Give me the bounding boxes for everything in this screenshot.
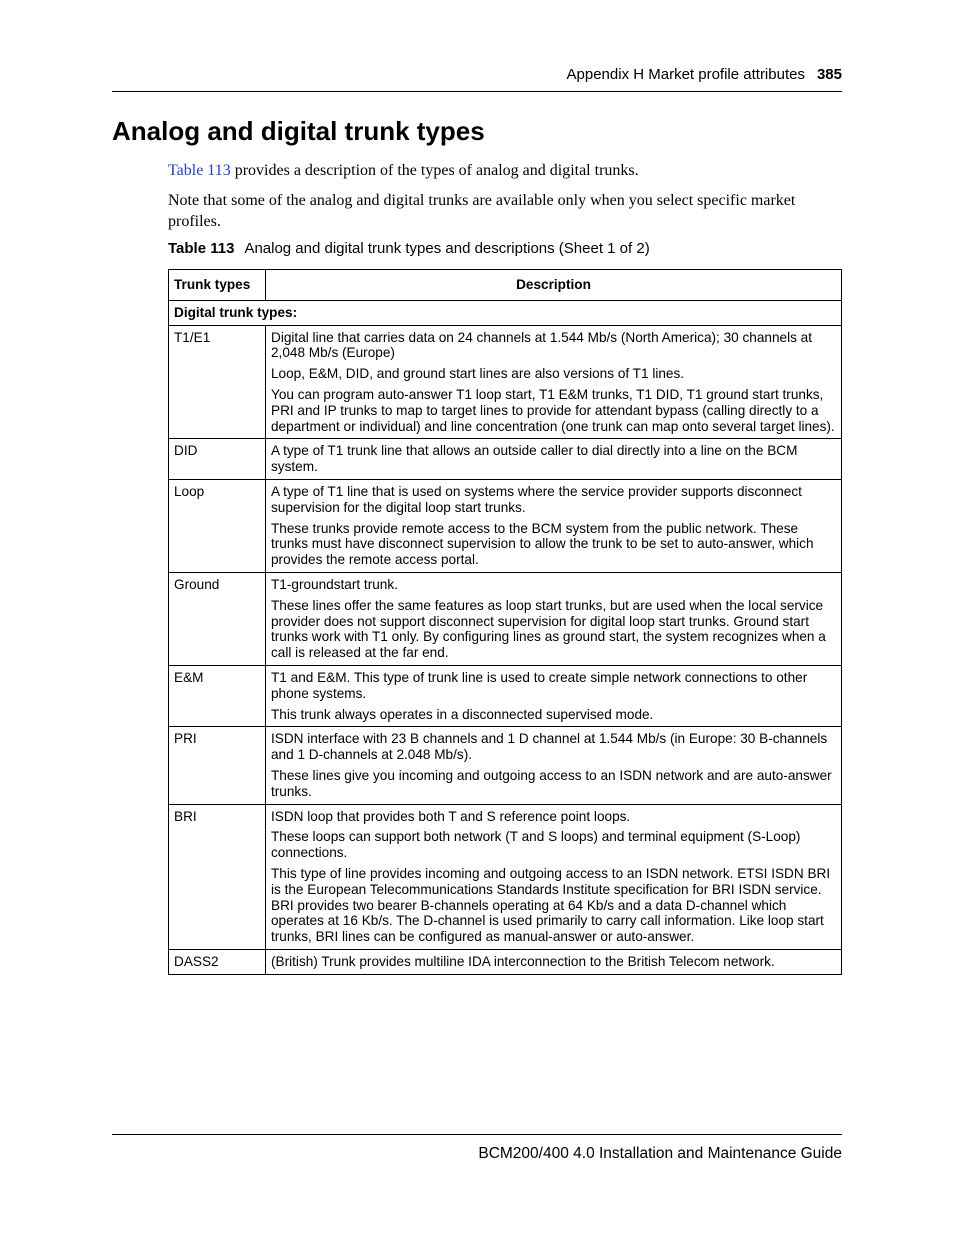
description-paragraph: This type of line provides incoming and outgoing access to an ISDN network. ETSI ISDN BRI is the European Telecommunications Standards Institute specification for BRI ISDN service. BRI provides two bearer B-channels operating at 64 Kb/s and a data D-channel which operates at 16 Kb/s. The D-channel is used primarily to carry call information. Like loop start trunks, BRI lines can be configured as manual-answer or auto-answer.: [271, 865, 831, 945]
section-label-digital: Digital trunk types:: [169, 300, 842, 325]
description-cell: [266, 439, 842, 480]
table-caption-text: Analog and digital trunk types and descriptions (Sheet 1 of 2): [244, 240, 650, 257]
trunk-type-cell: DASS2: [169, 949, 266, 974]
description-paragraph: These loops can support both network (T and S loops) and terminal equipment (S-Loop) connections.: [271, 829, 801, 861]
description-cell: [266, 949, 842, 974]
trunk-type-cell: Ground: [169, 572, 266, 665]
header-section: Appendix H Market profile attributes: [566, 66, 805, 83]
description-paragraph: T1 and E&M. This type of trunk line is used to create simple network connections to other phone systems.: [271, 669, 808, 701]
description-paragraph: You can program auto-answer T1 loop start, T1 E&M trunks, T1 DID, T1 ground start trunks, PRI and IP trunks to map to target lines to provide for attendant bypass (calling directly to a department or individual) and line concentration (one trunk can map onto several target lines).: [271, 386, 835, 434]
description-cell: [266, 479, 842, 572]
description-paragraph: These lines give you incoming and outgoing access to an ISDN network and are auto-answer trunks.: [271, 767, 832, 799]
table-row: [169, 572, 842, 665]
table-row: [169, 439, 842, 480]
page-header: [112, 66, 842, 92]
table-caption-label: Table 113: [168, 240, 235, 257]
description-paragraph: A type of T1 trunk line that allows an outside caller to dial directly into a line on the BCM system.: [271, 443, 798, 475]
page-footer: [112, 1134, 842, 1163]
description-paragraph: ISDN loop that provides both T and S reference point loops.: [271, 808, 631, 824]
page-number: 385: [816, 66, 842, 83]
description-paragraph: ISDN interface with 23 B channels and 1 D channel at 1.544 Mb/s (in Europe: 30 B-channels and 1 D-channels at 2.048 Mb/s).: [271, 731, 828, 763]
trunk-type-cell: BRI: [169, 804, 266, 949]
footer-text: BCM200/400 4.0 Installation and Maintenance Guide: [478, 1145, 842, 1162]
description-paragraph: A type of T1 line that is used on systems where the service provider supports disconnect supervision for the digital loop start trunks.: [271, 483, 802, 515]
description-cell: [266, 325, 842, 439]
table-header-row: [169, 270, 842, 301]
description-paragraph: T1-groundstart trunk.: [271, 576, 398, 592]
intro-paragraph-1: [168, 160, 842, 181]
trunk-type-cell: T1/E1: [169, 325, 266, 439]
description-paragraph: Digital line that carries data on 24 channels at 1.544 Mb/s (North America); 30 channels at 2,048 Mb/s (Europe): [271, 329, 813, 361]
description-cell: [266, 572, 842, 665]
trunk-type-cell: Loop: [169, 479, 266, 572]
description-paragraph: These lines offer the same features as loop start trunks, but are used when the local service provider does not support disconnect supervision for digital loop start trunks. Ground start trunks work with T1 only. By configuring lines as ground start, the system recognizes when a call is released at the far end.: [271, 597, 826, 661]
page-title: Analog and digital trunk types: [112, 116, 485, 146]
description-cell: [266, 665, 842, 726]
intro-paragraph-1-text: provides a description of the types of analog and digital trunks.: [230, 162, 639, 179]
table-row: [169, 727, 842, 804]
section-row: [169, 300, 842, 325]
table-row: [169, 804, 842, 949]
intro-paragraph-2: Note that some of the analog and digital trunks are available only when you select specific market profiles.: [168, 192, 796, 230]
trunk-type-cell: DID: [169, 439, 266, 480]
trunk-type-cell: E&M: [169, 665, 266, 726]
description-paragraph: These trunks provide remote access to the BCM system from the public network. These trunks must have disconnect supervision to allow the trunk to be set to auto-answer, which provides the remote access portal.: [271, 520, 814, 568]
trunk-type-cell: PRI: [169, 727, 266, 804]
trunk-types-table: [168, 269, 842, 975]
table-reference-link[interactable]: Table 113: [168, 162, 231, 179]
table-caption: [168, 240, 650, 257]
description-paragraph: (British) Trunk provides multiline IDA interconnection to the British Telecom network.: [271, 953, 775, 969]
table-row: [169, 949, 842, 974]
column-header-description: Description: [266, 270, 842, 301]
column-header-trunk-types: Trunk types: [169, 270, 266, 301]
table-row: [169, 479, 842, 572]
description-paragraph: Loop, E&M, DID, and ground start lines are also versions of T1 lines.: [271, 366, 685, 382]
table-row: [169, 325, 842, 439]
table-row: [169, 665, 842, 726]
description-paragraph: This trunk always operates in a disconnected supervised mode.: [271, 706, 654, 722]
description-cell: [266, 727, 842, 804]
description-cell: [266, 804, 842, 949]
